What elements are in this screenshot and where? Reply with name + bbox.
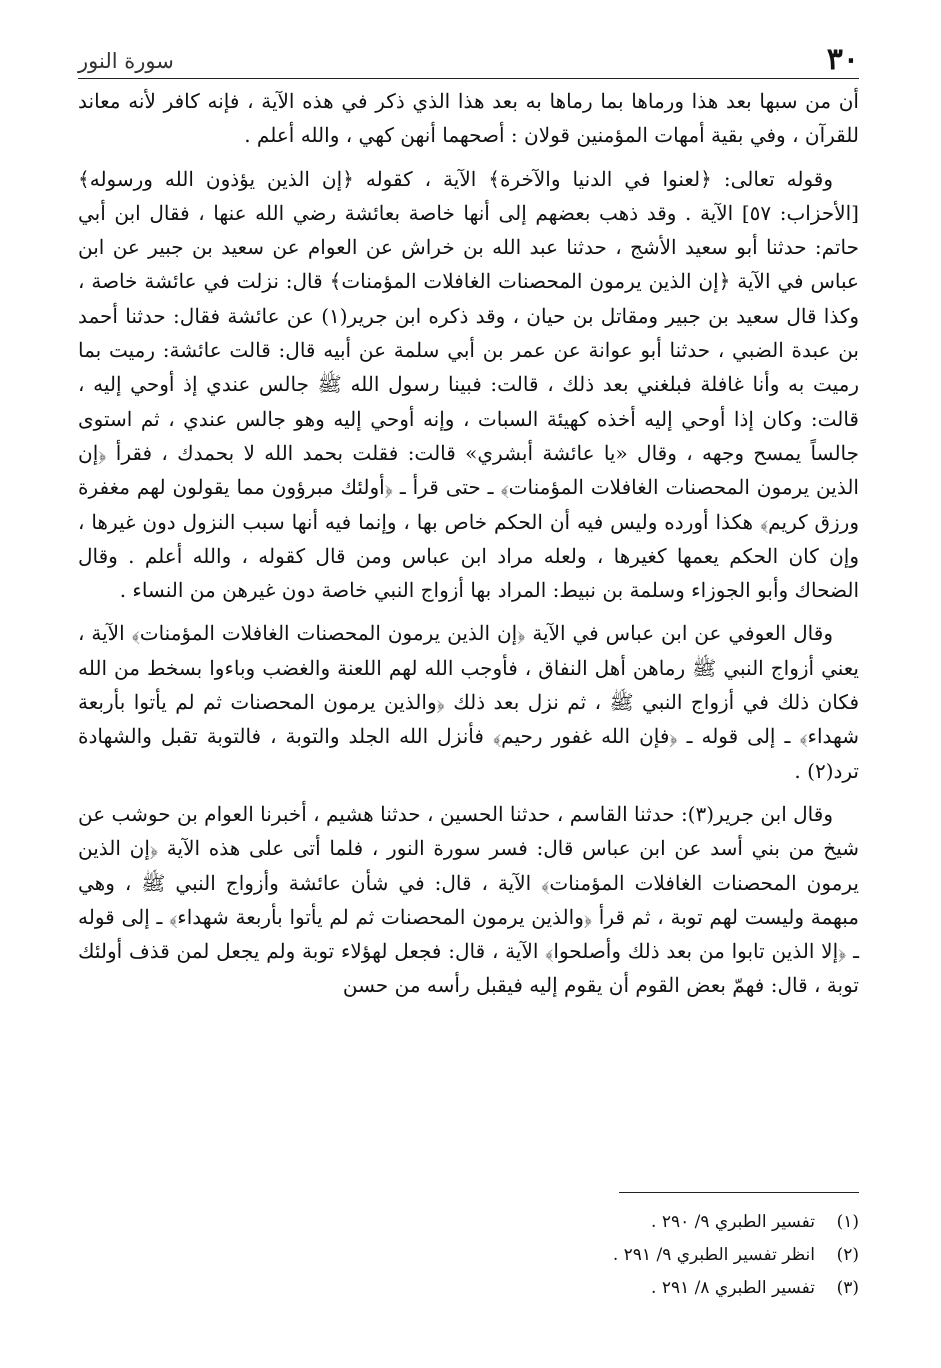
footnote-text: انظر تفسير الطبري ٩/ ٢٩١ . [612, 1245, 815, 1265]
footnote-text: تفسير الطبري ٩/ ٢٩٠ . [651, 1212, 815, 1232]
running-title: سورة النور [78, 49, 174, 73]
footnote-divider [619, 1192, 859, 1193]
footnote [78, 1272, 859, 1305]
page-number: ٣٠ [826, 42, 859, 77]
paragraph: وقال العوفي عن ابن عباس في الآية ﴿إن الذين يرمون المحصنات الغافلات المؤمنات﴾ الآية ، يعني أزواج النبي ﷺ رماهن أهل النفاق ، فأوجب الله لهم اللعنة والغضب وباءوا بسخط من الله فكان ذلك في أزواج النبي ﷺ ، ثم نزل بعد ذلك ﴿والذين يرمون المحصنات ثم لم يأتوا بأربعة شهداء﴾ ـ إلى قوله ـ ﴿فإن الله غفور رحيم﴾ فأنزل الله الجلد والتوبة ، فالتوبة تقبل والشهادة ترد(٢) . [78, 621, 860, 783]
footnote-number: (٣) [836, 1278, 859, 1298]
footnote-number: (١) [836, 1212, 859, 1232]
footnotes [78, 1206, 859, 1305]
footnote-number: (٢) [836, 1245, 859, 1265]
paragraph: وقوله تعالى: ﴿لعنوا في الدنيا والآخرة﴾ الآية ، كقوله ﴿إن الذين يؤذون الله ورسوله﴾ [الأحزاب: ٥٧] الآية . وقد ذهب بعضهم إلى أنها خاصة بعائشة رضي الله عنها ، فقال ابن أبي حاتم: حدثنا أبو سعيد الأشج ، حدثنا عبد الله بن خراش عن العوام عن سعيد بن جبير عن ابن عباس في الآية ﴿إن الذين يرمون المحصنات الغافلات المؤمنات﴾ قال: نزلت في عائشة خاصة ، وكذا قال سعيد بن جبير ومقاتل بن حيان ، وقد ذكره ابن جرير(١) عن عائشة فقال: حدثنا أحمد بن عبدة الضبي ، حدثنا أبو عوانة عن عمر بن أبي سلمة عن أبيه قال: قالت عائشة: رميت بما رميت به وأنا غافلة فبلغني بعد ذلك ، قالت: فبينا رسول الله ﷺ جالس عندي إذ أوحي إليه ، قالت: وكان إذا أوحي إليه أخذه كهيئة السبات ، وإنه أوحي إليه وهو جالس عندي ، ثم استوى جالساً يمسح وجهه ، وقال «يا عائشة أبشري» قالت: فقلت بحمد الله لا بحمدك ، فقرأ ﴿إن الذين يرمون المحصنات الغافلات المؤمنات﴾ ـ حتى قرأ ـ ﴿أولئك مبرؤون مما يقولون لهم مغفرة ورزق كريم﴾ هكذا أورده وليس فيه أن الحكم خاص بها ، وإنما فيه أنها سبب النزول دون غيرها ، وإن كان الحكم يعمها كغيرها ، ولعله مراد ابن عباس ومن قال كقوله ، والله أعلم . وقال الضحاك وأبو الجوزاء وسلمة بن نبيط: المراد بها أزواج النبي خاصة دون غيرهن من النساء . [78, 166, 860, 603]
footnote [78, 1206, 859, 1239]
paragraph: وقال ابن جرير(٣): حدثنا القاسم ، حدثنا الحسين ، حدثنا هشيم ، أخبرنا العوام بن حوشب عن شيخ من بني أسد عن ابن عباس قال: فسر سورة النور ، فلما أتى على هذه الآية ﴿إن الذين يرمون المحصنات الغافلات المؤمنات﴾ الآية ، قال: في شأن عائشة وأزواج النبي ﷺ ، وهي مبهمة وليست لهم توبة ، ثم قرأ ﴿والذين يرمون المحصنات ثم لم يأتوا بأربعة شهداء﴾ ـ إلى قوله ـ ﴿إلا الذين تابوا من بعد ذلك وأصلحوا﴾ الآية ، قال: فجعل لهؤلاء توبة ولم يجعل لمن قذف أولئك توبة ، قال: فهمّ بعض القوم أن يقوم إليه فيقبل رأسه من حسن [78, 801, 859, 998]
paragraph: أن من سبها بعد هذا ورماها بما رماها به بعد هذا الذي ذكر في هذه الآية ، فإنه كافر لأنه معاند للقرآن ، وفي بقية أمهات المؤمنين قولان : أصحهما أنهن كهي ، والله أعلم . [78, 89, 859, 148]
main-text [78, 84, 859, 1012]
footnote-text: تفسير الطبري ٨/ ٢٩١ . [651, 1278, 815, 1298]
page-header [78, 38, 859, 79]
footnote [78, 1239, 859, 1272]
